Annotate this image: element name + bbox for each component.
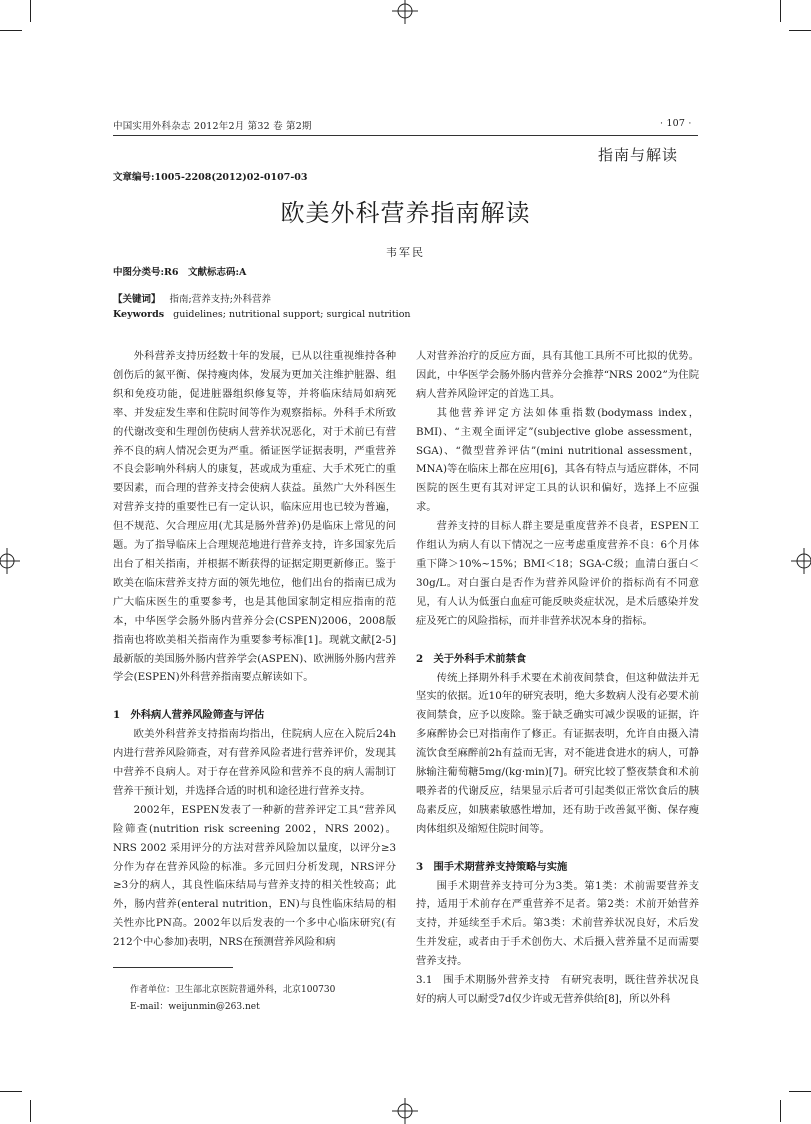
section-3-paragraph: 围手术期营养支持可分为3类。第1类：术前需要营养支持，适用于术前存在严重营养不足者。第2类：术前开始营养支持，并延续至手术后。第3类：术前营养状况良好，术后发生并发症，或者由于手术创伤大、术后摄入营养量不足而需要营养支持。 [416,879,699,968]
journal-header: 中国实用外科杂志 2012年2月 第32 卷 第2期 [113,121,312,132]
keywords-en-text: guidelines; nutritional support; surgical nutrition [173,309,411,320]
keywords-en-label: Keywords [113,309,165,320]
section-3-heading: 3 围手术期营养支持策略与实施 [416,860,568,873]
keywords-cn-text: 指南;营养支持;外科营养 [169,294,271,305]
author: 韦军民 [386,246,425,259]
right-column [416,347,699,1009]
crop-mark [789,30,811,31]
registration-mark-icon [392,0,418,24]
paragraph: 营养支持的目标人群主要是重度营养不良者，ESPEN工作组认为病人有以下情况之一应考虑重度营养不良：6个月体重下降＞10%~15%；BMI＜18；SGA-C级；血清白蛋白＜30g/L。对白蛋白是否作为营养风险评价的指标尚有不同意见，有人认为低蛋白血症可能反映炎症状况，是术后感染并发症及死亡的风险指标，而并非营养状况本身的指标。 [416,520,699,627]
section-1-paragraph: 欧美外科营养支持指南均指出，住院病人应在入院后24h内进行营养风险筛查，对有营养风险者进行营养评价，发现其中营养不良病人。对于存在营养风险和营养不良的病人需制订营养干预计划，并选择合适的时机和途径进行营养支持。 [113,728,396,797]
author-email: E-mail：weijunmin@263.net [130,1002,260,1012]
crop-mark [780,0,781,22]
left-column [113,347,396,952]
section-label: 指南与解读 [598,146,679,164]
keywords-en [113,309,411,320]
article-id: 文章编号:1005-2208(2012)02-0107-03 [113,172,308,183]
page-number: · 107 · [660,118,692,129]
header-rule [113,135,698,136]
section-2-paragraph: 传统上择期外科手术要在术前夜间禁食，但这种做法并无坚实的依据。近10年的研究表明，绝大多数病人没有必要术前夜间禁食，应予以废除。鉴于缺乏确实可减少误吸的证据，许多麻醉协会已对指南作了修正。有证据表明，允许自由摄入清流饮食至麻醉前2h有益而无害，对不能进食进水的病人，可静脉输注葡萄糖5mg/(kg·min)[7]。研究比较了整夜禁食和术前喂养者的代谢反应，结果显示后者可引起类似正常饮食后的胰岛素反应，如胰素敏感性增加，还有助于改善氮平衡、保存瘦肉体组织及缩短住院时间等。 [416,671,699,835]
classification: 中图分类号:R6 文献标志码:A [113,267,247,278]
crop-mark [789,1091,811,1092]
crop-mark [780,1100,781,1122]
section-1-heading: 1 外科病人营养风险筛查与评估 [113,709,265,722]
keywords-cn-label: 【关键词】 [113,294,161,305]
section-1-paragraph: 2002年，ESPEN发表了一种新的营养评定工具“营养风险筛查(nutrition risk screening 2002，NRS 2002)。NRS 2002 采用评分的方法对营养风险加以量度，以评分≥3分作为存在营养风险的标准。多元回归分析发现，NRS评分≥3分的病人，其良性临床结局与营养支持的相关性较高；此外，肠内营养(enteral nutrition，EN)与良性临床结局的相关性亦比PN高。2002年以后发表的一个多中心临床研究(有212个中心参加)表明，NRS在预测营养风险和病 [113,803,396,949]
crop-mark [30,1100,31,1122]
crop-mark [0,1091,22,1092]
paragraph: 其他营养评定方法如体重指数(bodymass index，BMI)、“主观全面评定”(subjective globe assessment，SGA)、“微型营养评估”(mini nutritional assessment，MNA)等在临床上都在应用[6]，其各有特点与适应群体，不同医院的医生更有其对评定工具的认识和偏好，选择上不应强求。 [416,406,699,514]
keywords-cn [113,291,271,305]
registration-mark-icon [0,548,20,574]
registration-mark-icon [791,548,811,574]
crop-mark [0,30,22,31]
article-title: 欧美外科营养指南解读 [280,199,531,227]
section-3-1-paragraph: 3.1 围手术期肠外营养支持 有研究表明，既往营养状况良好的病人可以耐受7d仅少许或无营养供给[8]，所以外科 [416,974,699,1005]
intro-paragraph: 外科营养支持历经数十年的发展，已从以往重视维持各种创伤后的氮平衡、保持瘦肉体，发展为更加关注维护脏器、组织和免疫功能，促进脏器组织修复等，并将临床结局如病死率、并发症发生率和住院时间等作为观察指标。外科手术所致的代谢改变和生理创伤使病人营养状况恶化，对于术前已有营养不良的病人情况会更为严重。循证医学证据表明，严重营养不良会影响外科病人的康复，甚或成为重症、大手术死亡的重要因素，而合理的营养支持会使病人获益。虽然广大外科医生对营养支持的重要性已有一定认识，临床应用也已较为普遍，但不规范、欠合理应用(尤其是肠外营养)仍是临床上常见的问题。为了指导临床上合理规范地进行营养支持，许多国家先后出台了相关指南，并根据不断获得的证据定期更新修正。鉴于欧美在临床营养支持方面的领先地位，他们出台的指南已成为广大临床医生的重要参考，也是其他国家制定相应指南的范本，中华医学会肠外肠内营养分会(CSPEN)2006，2008版指南也将欧美相关指南作为重要参考标准[1]。现就文献[2-5]最新版的美国肠外肠内营养学会(ASPEN)、欧洲肠外肠内营养学会(ESPEN)外科营养指南要点解读如下。 [113,350,396,684]
footnote-rule [113,967,233,968]
author-affiliation: 作者单位：卫生部北京医院普通外科，北京100730 [130,985,336,995]
paragraph: 人对营养治疗的反应方面，具有其他工具所不可比拟的优势。因此，中华医学会肠外肠内营养分会推荐“NRS 2002”为住院病人营养风险评定的首选工具。 [416,350,699,400]
crop-mark [30,0,31,22]
registration-mark-icon [392,1098,418,1124]
section-2-heading: 2 关于外科手术前禁食 [416,652,527,665]
